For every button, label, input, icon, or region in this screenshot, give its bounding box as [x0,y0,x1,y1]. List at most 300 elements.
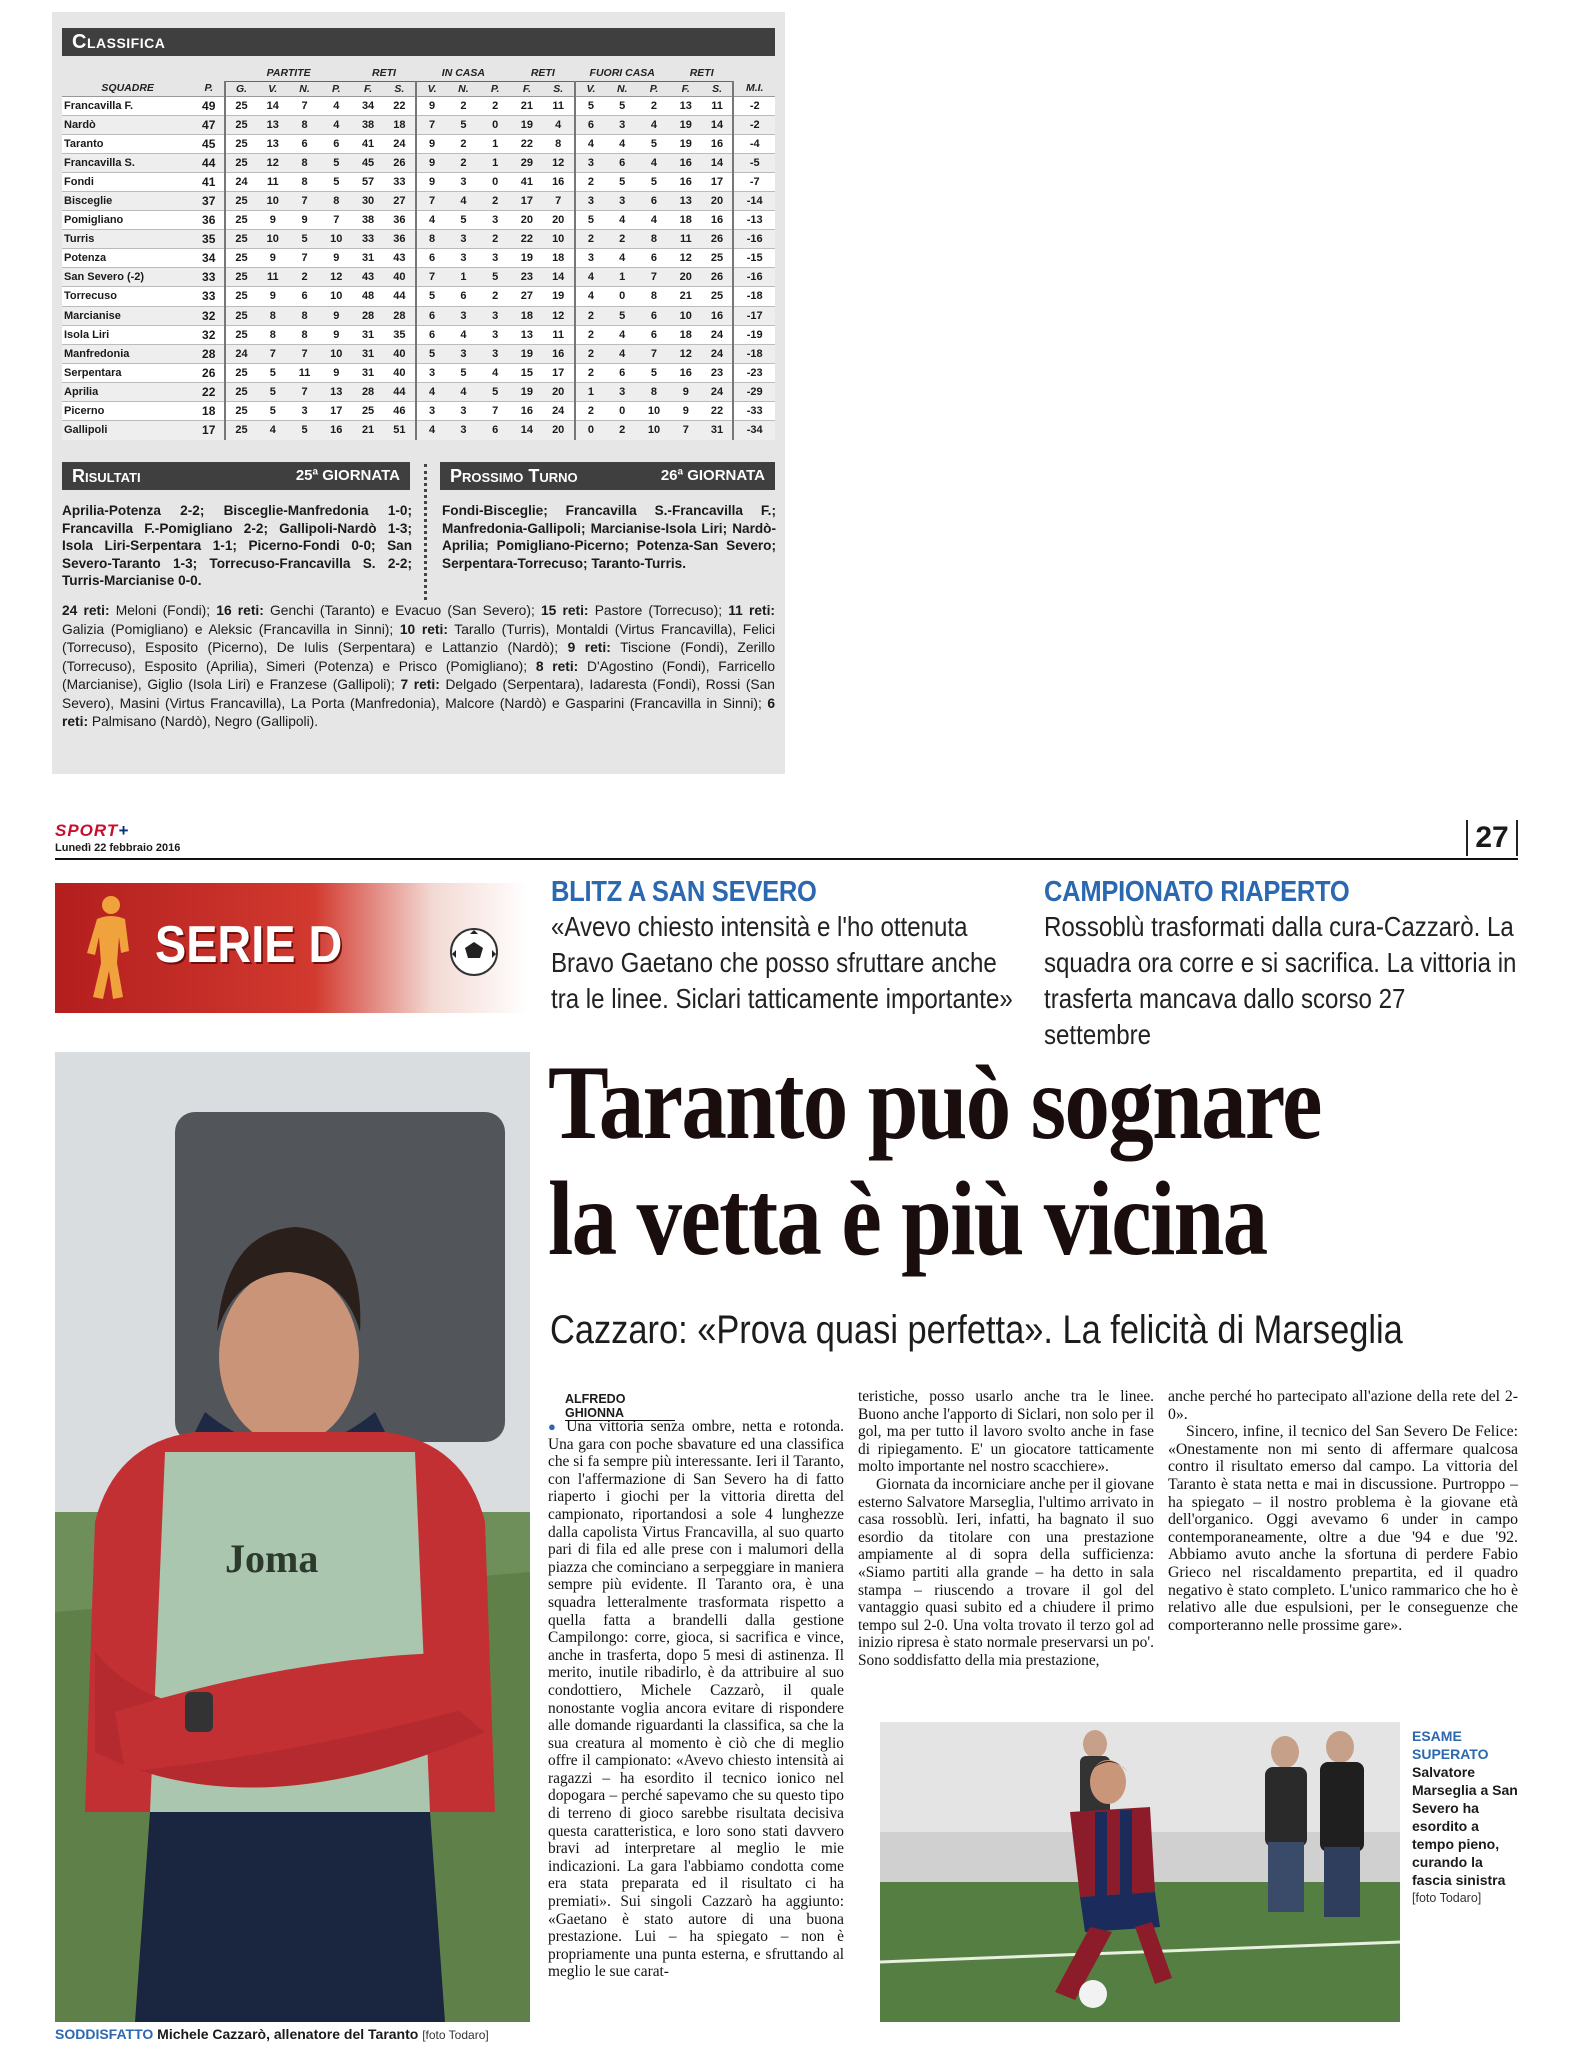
stat-cell: 30 [352,191,384,210]
group-header: FUORI CASA [575,66,670,81]
stat-cell: 57 [352,172,384,191]
stat-cell: 11 [702,96,734,115]
stat-cell: 10 [638,421,670,440]
stat-cell: 33 [384,172,416,191]
stat-cell: 25 [225,287,257,306]
top-scorers [62,602,775,732]
column-header: V. [416,81,448,96]
stat-cell: 3 [575,249,607,268]
section-label: SERIE D [155,916,343,974]
scorer-goals: 6 reti: [62,695,775,729]
stat-cell: 5 [638,134,670,153]
stat-cell: 21 [670,287,702,306]
stat-cell: 3 [606,191,638,210]
stat-cell: 25 [702,249,734,268]
caption-title: ESAME [1412,1728,1462,1744]
stat-cell: 25 [225,96,257,115]
stat-cell: 12 [257,153,289,172]
stat-cell: 4 [320,96,352,115]
stat-cell: 17 [702,172,734,191]
stat-cell: 9 [320,306,352,325]
stat-cell: 13 [257,134,289,153]
standings-row [62,363,775,382]
stat-cell: 6 [638,325,670,344]
ball-icon [1079,1980,1107,2008]
standings-body [62,96,775,440]
stat-cell: 10 [320,287,352,306]
dotted-divider [424,464,427,600]
stat-cell: 9 [416,172,448,191]
stat-cell: 7 [543,191,575,210]
stat-cell: 2 [638,96,670,115]
stat-cell: 8 [543,134,575,153]
brand-main: SPORT [55,821,119,840]
stat-cell: 9 [257,287,289,306]
stat-cell: 19 [511,344,543,363]
column-header: P. [638,81,670,96]
stat-cell: 25 [225,325,257,344]
stat-cell: 26 [702,268,734,287]
kicker-left [551,876,1021,1017]
stat-cell: 20 [702,191,734,210]
stat-cell: 6 [606,363,638,382]
stat-cell: 5 [479,268,511,287]
stat-cell: 19 [670,115,702,134]
stat-cell: 8 [289,325,321,344]
stat-cell: 7 [638,344,670,363]
team-name: Pomigliano [62,211,193,230]
stat-cell: 3 [448,306,480,325]
team-points: 47 [193,115,225,134]
stat-cell: 6 [289,134,321,153]
coach-photo [55,1052,530,2022]
photo-credit: [foto Todaro] [422,2028,489,2042]
stat-cell: 19 [670,134,702,153]
stat-cell: 23 [702,363,734,382]
scorer-goals: 9 reti: [567,640,611,655]
stat-cell: 8 [289,306,321,325]
stat-cell: -16 [733,230,775,249]
stat-cell: 3 [416,363,448,382]
stat-cell: 24 [702,382,734,401]
team-points: 49 [193,96,225,115]
stat-cell: 7 [289,344,321,363]
column-header: P. [193,81,225,96]
paragraph: Sincero, infine, il tecnico del San Severo De Felice: «Onestamente non mi sento di affermare qualcosa contro il risultato emerso dal campo. La vittoria del Taranto è stata netta e mai in discussione. Purtroppo – ha spiegato – il nostro problema è la giovane età dell'organico. Oggi avevamo 6 under in campo contemporaneamente, oltre a due '94 e due '92. Abbiamo avuto anche la sfortuna di perdere Fabio Grieco nel riscaldamento prepartita, ed il quadro negativo è stato completo. L'unico rammarico che ho è relativo alle due espulsioni, per le conseguenze che comporteranno nelle prossime gare». [1168,1423,1518,1634]
stat-cell: 0 [479,115,511,134]
stat-cell: 25 [225,153,257,172]
stat-cell: 22 [384,96,416,115]
stat-cell: 31 [352,325,384,344]
team-name: Francavilla F. [62,96,193,115]
standings-row [62,421,775,440]
stat-cell: 24 [702,325,734,344]
paragraph [548,1418,844,1981]
stat-cell: 14 [511,421,543,440]
stat-cell: 5 [638,172,670,191]
stat-cell: 2 [479,230,511,249]
stat-cell: 13 [511,325,543,344]
stat-cell: 2 [575,325,607,344]
paragraph: anche perché ho partecipato all'azione della rete del 2-0». [1168,1388,1518,1423]
stat-cell: 13 [670,191,702,210]
stat-cell: 7 [479,402,511,421]
article-column-2 [858,1388,1154,1670]
stat-cell: 5 [606,172,638,191]
stat-cell: 4 [638,115,670,134]
stat-cell: 3 [479,344,511,363]
stat-cell: 25 [225,421,257,440]
stat-cell: 4 [416,211,448,230]
stat-cell: 2 [448,96,480,115]
team-name: Taranto [62,134,193,153]
stat-cell: 28 [384,306,416,325]
stat-cell: 35 [384,325,416,344]
stat-cell: 6 [416,325,448,344]
stat-cell: 44 [384,287,416,306]
next-round-number: 26ª GIORNATA [660,467,765,484]
stat-cell: 25 [225,363,257,382]
stat-cell: 3 [448,421,480,440]
stat-cell: 9 [416,96,448,115]
stat-cell: 27 [511,287,543,306]
scorer-names: Tiscione (Fondi), Zerillo (Torrecuso), Esposito (Aprilia), Simeri (Potenza) e Prisco (Pomigliano); [62,640,775,674]
footballer-silhouette-icon [77,893,141,1003]
stat-cell: 6 [638,191,670,210]
stat-cell: 13 [670,96,702,115]
bullet-icon: ● [548,1419,560,1434]
standings-row [62,325,775,344]
stat-cell: 27 [384,191,416,210]
stat-cell: 24 [384,134,416,153]
page-number: 27 [1466,820,1518,856]
stat-cell: 6 [638,306,670,325]
group-header: IN CASA [416,66,511,81]
stat-cell: 26 [384,153,416,172]
stat-cell: 6 [416,306,448,325]
caption-title: SUPERATO [1412,1746,1489,1762]
results-round: 25ª GIORNATA [295,467,400,484]
stat-cell: 6 [606,153,638,172]
stat-cell: 20 [543,382,575,401]
stat-cell: 4 [606,325,638,344]
stat-cell: 4 [448,382,480,401]
kicker-right [1044,876,1524,1053]
stat-cell: 24 [225,172,257,191]
stat-cell: 10 [320,344,352,363]
issue-date: Lunedì 22 febbraio 2016 [55,842,181,854]
stat-cell: 1 [575,382,607,401]
stat-cell: 8 [289,115,321,134]
stat-cell: 20 [543,421,575,440]
stat-cell: 2 [479,191,511,210]
article-column-1 [548,1418,844,1981]
stat-cell: 31 [702,421,734,440]
stat-cell: 34 [352,96,384,115]
stat-cell: 25 [225,230,257,249]
stat-cell: 12 [320,268,352,287]
stat-cell: 4 [416,382,448,401]
stat-cell: 17 [543,363,575,382]
stat-cell: 10 [638,402,670,421]
stat-cell: 38 [352,115,384,134]
paragraph: teristiche, posso usarlo anche tra le linee. Buono anche l'apporto di Siclari, non solo per il gol, ma per tutto il lavoro svolto anche in fase di ripiegamento. E' un giocatore tatticamente molto importante nel nostro scacchiere». [858,1388,1154,1476]
column-header: V. [257,81,289,96]
stat-cell: 33 [352,230,384,249]
stat-cell: 3 [479,306,511,325]
stat-cell: 51 [384,421,416,440]
stat-cell: 5 [320,153,352,172]
stat-cell: -33 [733,402,775,421]
stat-cell: 3 [448,344,480,363]
stat-cell: 2 [575,344,607,363]
stat-cell: 38 [352,211,384,230]
stat-cell: 24 [225,344,257,363]
scorer-names: Galizia (Pomigliano) e Aleksic (Francavilla in Sinni); [62,621,400,637]
stat-cell: 20 [670,268,702,287]
stat-cell: 21 [511,96,543,115]
stat-cell: -13 [733,211,775,230]
standings-row [62,268,775,287]
team-name: Francavilla S. [62,153,193,172]
next-round-title: Prossimo Turno [450,466,578,486]
column-header: F. [352,81,384,96]
photo-credit: [foto Todaro] [1412,1891,1482,1905]
stat-cell: 2 [575,172,607,191]
column-header: P. [479,81,511,96]
stat-cell: 7 [670,421,702,440]
team-name: San Severo (-2) [62,268,193,287]
team-points: 36 [193,211,225,230]
stat-cell: 0 [479,172,511,191]
stat-cell: 31 [352,249,384,268]
stat-cell: 0 [606,287,638,306]
stat-cell: 41 [511,172,543,191]
scorer-goals: 16 reti: [216,603,264,618]
standings-group-header-row [62,66,775,81]
stat-cell: 11 [257,268,289,287]
stat-cell: -5 [733,153,775,172]
standings-table [62,66,775,440]
stat-cell: 36 [384,211,416,230]
stat-cell: 14 [702,115,734,134]
stat-cell: 8 [638,287,670,306]
stat-cell: 10 [257,191,289,210]
kicker-title: BLITZ A SAN SEVERO [551,876,817,908]
stat-cell: 7 [638,268,670,287]
stat-cell: 7 [416,268,448,287]
player-photo [880,1722,1400,2022]
paragraph-text: Una vittoria senza ombre, netta e rotonda. Una gara con poche sbavature ed una classifica che si fa sempre più interessante. Ieri il Taranto, con l'affermazione di San Severo ha di fatto riaperto i giochi per la vittoria diretta del campionato, riportandosi a sole 4 lunghezze dalla capolista Virtus Francavilla, al suo quarto pari di fila ed alle prese con i malumori della piazza che cominciano a serpeggiare in maniera sempre più evidente. Il Taranto ora, è una squadra letteralmente trasformata rispetto a quella fatta a brandelli dalla gestione Campilongo: corre, gioca, si sacrifica e vince, anche in trasferta, dopo 5 mesi di astinenza. Il merito, inutile ribadirlo, è da attribuire al suo condottiero, Michele Cazzarò, il quale nonostante voglia ancora evitare di rispondere alle domande riguardanti la classifica, sa che la sua creatura al momento è ciò che di meglio offre il campionato: «Avevo chiesto intensità ai ragazzi – ha esordito il tecnico ionico nel dopogara – perché sapevamo che su questo tipo di terreno di gioco sarebbe risultata decisiva questa caratteristica, e loro sono stati davvero bravi ad interpretare al meglio le mie indicazioni. La gara l'abbiamo condotta come era stata preparata ed il risultato ci ha premiati». Sui singoli Cazzarò ha aggiunto: «Gaetano è stato autore di una buona prestazione. Lui – ha spiegato – non è propriamente una punta esterna, e sfruttando al meglio le sue carat- [548,1418,844,1981]
stat-cell: 6 [575,115,607,134]
team-points: 17 [193,421,225,440]
stat-cell: 25 [352,402,384,421]
standings-row [62,249,775,268]
team-points: 33 [193,268,225,287]
stat-cell: 7 [320,211,352,230]
standings-row [62,287,775,306]
stat-cell: 3 [575,153,607,172]
stat-cell: 10 [670,306,702,325]
standings-row [62,134,775,153]
stat-cell: 19 [511,115,543,134]
team-points: 34 [193,249,225,268]
stat-cell: 5 [479,382,511,401]
team-name: Torrecuso [62,287,193,306]
stat-cell: 5 [575,96,607,115]
stat-cell: 3 [479,249,511,268]
coach-illustration [55,1052,530,2022]
stat-cell: 26 [702,230,734,249]
next-round-header [440,462,775,490]
stat-cell: 14 [543,268,575,287]
team-name: Aprilia [62,382,193,401]
stat-cell: 8 [289,153,321,172]
stat-cell: 5 [289,421,321,440]
stat-cell: 5 [448,363,480,382]
team-points: 37 [193,191,225,210]
stat-cell: 4 [606,211,638,230]
stat-cell: 4 [320,115,352,134]
stat-cell: 4 [543,115,575,134]
stat-cell: 15 [511,363,543,382]
stat-cell: 7 [257,344,289,363]
header-divider [55,858,1518,860]
stat-cell: -18 [733,344,775,363]
stat-cell: 48 [352,287,384,306]
stat-cell: 6 [320,134,352,153]
stat-cell: -16 [733,268,775,287]
stat-cell: 8 [257,306,289,325]
stat-cell: 4 [606,134,638,153]
results-title: Risultati [72,466,141,486]
stat-cell: 8 [257,325,289,344]
stat-cell: 43 [384,249,416,268]
scorer-goals: 11 reti: [728,603,776,618]
stat-cell: 25 [225,249,257,268]
stat-cell: 16 [702,306,734,325]
team-points: 32 [193,306,225,325]
stat-cell: 10 [320,230,352,249]
stat-cell: 5 [320,172,352,191]
standings-row [62,344,775,363]
stat-cell: 5 [575,211,607,230]
stat-cell: 2 [606,421,638,440]
stat-cell: 2 [289,268,321,287]
stat-cell: -2 [733,115,775,134]
stat-cell: 8 [289,172,321,191]
stat-cell: 3 [479,325,511,344]
stat-cell: 3 [575,191,607,210]
stat-cell: 16 [702,134,734,153]
stat-cell: 5 [257,382,289,401]
stat-cell: -7 [733,172,775,191]
stat-cell: 29 [511,153,543,172]
stat-cell: 20 [511,211,543,230]
caption-text: Michele Cazzarò, allenatore del Taranto [153,2026,423,2042]
stat-cell: 7 [416,115,448,134]
stat-cell: 5 [257,363,289,382]
stat-cell: 4 [479,363,511,382]
column-header: F. [511,81,543,96]
stat-cell: 2 [448,134,480,153]
stat-cell: 16 [320,421,352,440]
stat-cell: 5 [257,402,289,421]
team-name: Turris [62,230,193,249]
stat-cell: 2 [479,287,511,306]
stat-cell: -34 [733,421,775,440]
stat-cell: 7 [289,96,321,115]
stat-cell: 25 [225,306,257,325]
group-header: RETI [352,66,416,81]
stat-cell: 18 [543,249,575,268]
column-header: V. [575,81,607,96]
kicker-text: Rossoblù trasformati dalla cura-Cazzarò. La squadra ora corre e si sacrifica. La vittoria in trasferta mancava dallo scorso 27 settembre [1044,911,1517,1050]
stat-cell: 17 [511,191,543,210]
coach-photo-caption [55,2026,535,2042]
stat-cell: 2 [575,306,607,325]
stat-cell: 22 [511,230,543,249]
football-icon [450,928,498,976]
scorer-goals: 10 reti: [399,621,448,637]
paragraph: Giornata da incorniciare anche per il giovane esterno Salvatore Marseglia, l'ultimo arrivato in casa rossoblù. Ieri, infatti, ha bagnato il suo esordio da titolare con una prestazione ampiamente al di sopra della sufficienza: «Siamo partiti alla grande – ha detto in sala stampa – riuscendo a trovare il gol del vantaggio quasi subito ed a chiudere il primo tempo sul 2-0. Una volta trovato il terzo gol ad inizio ripresa è stato normale preservarsi un po'. Sono soddisfatto della mia prestazione, [858,1475,1154,1669]
stat-cell: 8 [320,191,352,210]
stat-cell: 7 [289,191,321,210]
team-name: Manfredonia [62,344,193,363]
stat-cell: 9 [257,249,289,268]
stat-cell: -18 [733,287,775,306]
stat-cell: 4 [448,191,480,210]
caption-text: Salvatore Marseglia a San Severo ha esordito a tempo pieno, curando la fascia sinistra [1412,1764,1518,1888]
stat-cell: 31 [352,363,384,382]
team-name: Isola Liri [62,325,193,344]
stat-cell: 2 [575,402,607,421]
stat-cell: 1 [479,134,511,153]
stat-cell: -2 [733,96,775,115]
stat-cell: 45 [352,153,384,172]
stat-cell: 2 [575,363,607,382]
stat-cell: 3 [606,115,638,134]
stat-cell: 6 [289,287,321,306]
kicker-title: CAMPIONATO RIAPERTO [1044,876,1350,908]
scorer-names: Palmisano (Nardò), Negro (Gallipoli). [88,714,319,729]
stat-cell: 16 [511,402,543,421]
stat-cell: 20 [543,211,575,230]
stat-cell: 8 [638,230,670,249]
stat-cell: 0 [575,421,607,440]
column-header: P. [320,81,352,96]
scorer-names: Delgado (Serpentara), Iadaresta (Fondi), Rossi (San Severo), Masini (Virtus Francavilla), La Porta (Manfredonia), Malcore (Nardò) e Gasparini (Francavilla in Sinni); [62,677,775,711]
headline-line: la vetta è più vicina [548,1160,1267,1277]
stat-cell: -19 [733,325,775,344]
stat-cell: 40 [384,268,416,287]
standings-clipping [52,12,785,774]
stat-cell: 9 [320,363,352,382]
stat-cell: 6 [416,249,448,268]
stat-cell: 5 [416,344,448,363]
stat-cell: 4 [606,344,638,363]
stat-cell: 5 [289,230,321,249]
standings-row [62,306,775,325]
stat-cell: 13 [257,115,289,134]
stat-cell: 4 [448,325,480,344]
standings-row [62,402,775,421]
team-points: 26 [193,363,225,382]
stat-cell: 7 [416,191,448,210]
stat-cell: 2 [606,230,638,249]
stat-cell: 28 [352,306,384,325]
stat-cell: 22 [511,134,543,153]
